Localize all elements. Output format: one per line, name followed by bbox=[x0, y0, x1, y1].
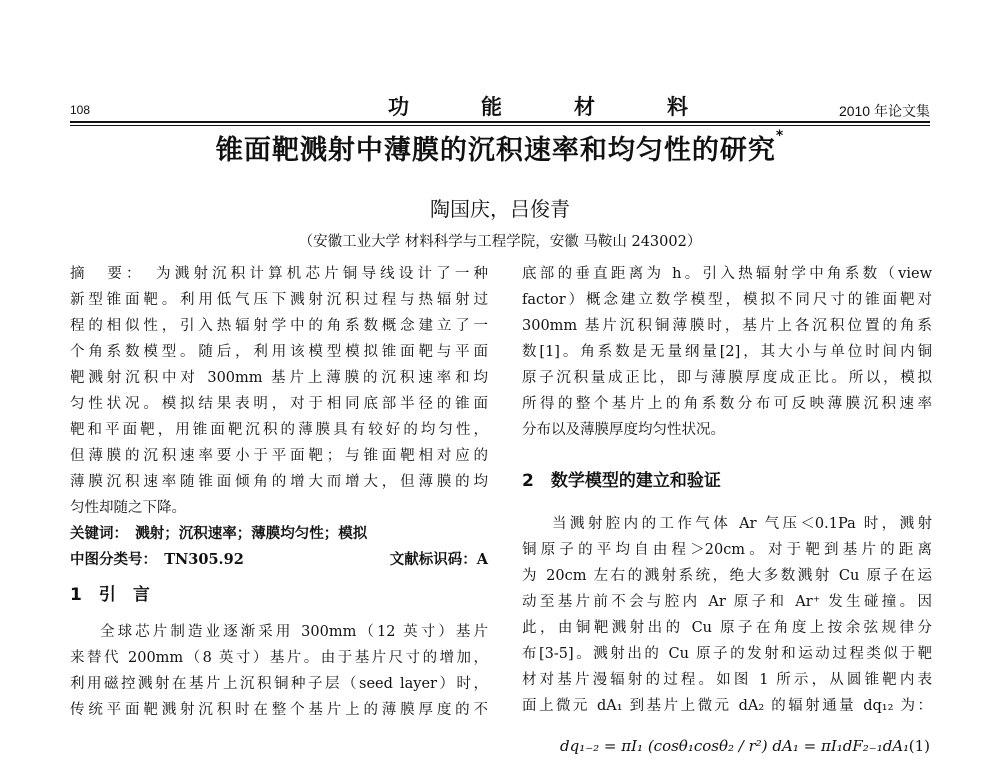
issue-label: 2010 年论文集 bbox=[838, 103, 930, 119]
abstract-line: 薄膜沉积速率随锥面倾角的增大而增大，但薄膜的均 bbox=[70, 474, 488, 490]
title-footnote-mark: * bbox=[775, 128, 785, 144]
body-line: 分布以及薄膜厚度均匀性状况。 bbox=[522, 422, 725, 438]
body-line: 为 20cm 左右的溅射系统，绝大多数溅射 Cu 原子在运 bbox=[522, 568, 932, 584]
paper-title bbox=[0, 128, 1000, 167]
section-heading: 1 引 言 bbox=[70, 585, 150, 605]
keywords: 关键词： 溅射；沉积速率；薄膜均匀性；模拟 bbox=[70, 525, 368, 542]
abstract-line: 匀性却随之下降。 bbox=[70, 500, 186, 516]
body-line: 所得的整个基片上的角系数分布可反映薄膜沉积速率 bbox=[522, 396, 932, 412]
document-code: 文献标识码：A bbox=[389, 551, 488, 568]
header-rule bbox=[70, 121, 930, 123]
intro-line: 利用磁控溅射在基片上沉积铜种子层（seed layer）时， bbox=[70, 676, 488, 692]
journal-char: 料 bbox=[667, 94, 688, 119]
body-line: 布[3-5]。溅射出的 Cu 原子的发射和运动过程类似于靶 bbox=[522, 646, 932, 662]
body-line: 数[1]。角系数是无量纲量[2]，其大小与单位时间内铜 bbox=[522, 344, 932, 360]
equation: dq₁₋₂ = πI₁ (cosθ₁cosθ₂ / r²) dA₁ = πI₁dF₂₋₁dA₁ bbox=[560, 737, 910, 755]
body-line: factor）概念建立数学模型，模拟不同尺寸的锥面靶对 bbox=[522, 292, 932, 308]
equation-number: (1) bbox=[908, 737, 930, 755]
abstract-line: 新型锥面靶。利用低气压下溅射沉积过程与热辐射过 bbox=[70, 292, 488, 308]
body-line: 此，由铜靶溅射出的 Cu 原子在角度上按余弦规律分 bbox=[522, 620, 932, 636]
journal-char: 能 bbox=[481, 94, 502, 119]
body-line: 原子沉积量成正比，即与薄膜厚度成正比。所以，模拟 bbox=[522, 370, 932, 386]
abstract-line: 摘 要： 为溅射沉积计算机芯片铜导线设计了一种 bbox=[70, 266, 488, 282]
authors: 陶国庆，吕俊青 bbox=[430, 197, 570, 221]
abstract-line: 个角系数模型。随后，利用该模型模拟锥面靶与平面 bbox=[70, 344, 488, 360]
clc-number: 中图分类号： TN305.92 bbox=[70, 551, 244, 568]
journal-char: 材 bbox=[574, 94, 595, 119]
intro-line: 全球芯片制造业逐渐采用 300mm（12 英寸）基片 bbox=[100, 624, 488, 640]
page-number: 108 bbox=[70, 103, 91, 117]
abstract-line: 但薄膜的沉积速率要小于平面靶；与锥面靶相对应的 bbox=[70, 448, 488, 464]
section-heading: 2 数学模型的建立和验证 bbox=[522, 471, 721, 491]
abstract-line: 靶和平面靶，用锥面靶沉积的薄膜具有较好的均匀性， bbox=[70, 422, 488, 438]
header-rule-thin bbox=[70, 125, 930, 126]
journal-char: 功 bbox=[388, 94, 409, 119]
intro-line: 传统平面靶溅射沉积时在整个基片上的薄膜厚度的不 bbox=[70, 702, 488, 718]
abstract-line: 匀性状况。模拟结果表明，对于相同底部半径的锥面 bbox=[70, 396, 488, 412]
abstract-line: 程的相似性，引入热辐射学中的角系数概念建立了一 bbox=[70, 318, 488, 334]
intro-line: 来替代 200mm（8 英寸）基片。由于基片尺寸的增加， bbox=[70, 650, 488, 666]
paper-title-text: 锥面靶溅射中薄膜的沉积速率和均匀性的研究 bbox=[215, 135, 776, 166]
body-line: 当溅射腔内的工作气体 Ar 气压＜0.1Pa 时，溅射 bbox=[552, 516, 932, 532]
body-line: 动至基片前不会与腔内 Ar 原子和 Ar⁺ 发生碰撞。因 bbox=[522, 594, 932, 610]
body-line: 铜原子的平均自由程＞20cm。对于靶到基片的距离 bbox=[522, 542, 932, 558]
body-line: 材对基片漫辐射的过程。如图 1 所示，从圆锥靶内表 bbox=[522, 672, 932, 688]
body-line: 底部的垂直距离为 h。引入热辐射学中角系数（view bbox=[522, 266, 932, 282]
affiliation: （安徽工业大学 材料科学与工程学院，安徽 马鞍山 243002） bbox=[298, 234, 702, 250]
abstract-line: 靶溅射沉积中对 300mm 基片上薄膜的沉积速率和均 bbox=[70, 370, 488, 386]
body-line: 面上微元 dA₁ 到基片上微元 dA₂ 的辐射通量 dq₁₂ 为： bbox=[522, 698, 932, 714]
classification-row bbox=[70, 548, 488, 572]
journal-name bbox=[388, 91, 688, 121]
body-line: 300mm 基片沉积铜薄膜时，基片上各沉积位置的角系 bbox=[522, 318, 932, 334]
